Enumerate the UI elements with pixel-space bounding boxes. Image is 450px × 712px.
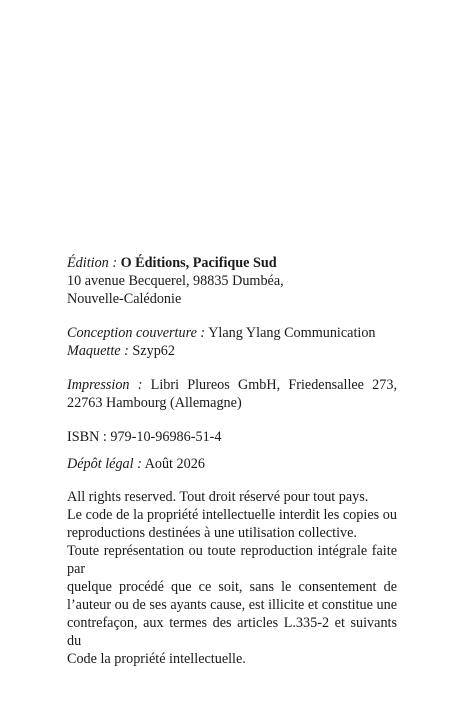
rights-line-1: All rights reserved. Tout droit réservé pour tout pays. bbox=[67, 489, 369, 505]
rights-line-8: Code la propriété intellectuelle. bbox=[67, 651, 246, 667]
rights-line-2: Le code de la propriété intellectuelle interdit les copies ou bbox=[67, 507, 397, 523]
address-line-2: Nouvelle-Calédonie bbox=[67, 291, 182, 307]
design-section bbox=[67, 324, 397, 360]
legal-deposit-value: Août 2026 bbox=[144, 456, 205, 472]
rights-line-3: reproductions destinées à une utilisation collective. bbox=[67, 525, 357, 541]
rights-line-7: contrefaçon, aux termes des articles L.335-2 et suivants du bbox=[67, 615, 397, 649]
legal-deposit-label: Dépôt légal : bbox=[67, 456, 142, 472]
printing-value: Libri Plureos GmbH, Friedensallee 273, bbox=[150, 377, 397, 393]
rights-section bbox=[67, 488, 397, 668]
address-line-1: 10 avenue Becquerel, 98835 Dumbéa, bbox=[67, 273, 284, 289]
isbn-section bbox=[67, 428, 397, 446]
publisher-name: O Éditions, Pacifique Sud bbox=[120, 255, 277, 271]
printing-line-1 bbox=[67, 376, 397, 394]
legal-deposit-section bbox=[67, 455, 397, 473]
isbn: ISBN : 979-10-96986-51-4 bbox=[67, 429, 222, 445]
cover-design-line bbox=[67, 324, 397, 342]
rights-line-4: Toute représentation ou toute reproduction intégrale faite par bbox=[67, 543, 397, 577]
cover-design-label: Conception couverture : bbox=[67, 325, 206, 341]
printing-line-2: 22763 Hambourg (Allemagne) bbox=[67, 395, 242, 411]
colophon bbox=[67, 254, 397, 668]
layout-value: Szyp62 bbox=[132, 343, 175, 359]
printing-section bbox=[67, 376, 397, 412]
printing-label: Impression : bbox=[67, 377, 143, 393]
edition-label: Édition : bbox=[67, 255, 118, 271]
legal-deposit-line bbox=[67, 455, 397, 473]
layout-line bbox=[67, 342, 397, 360]
layout-label: Maquette : bbox=[67, 343, 129, 359]
cover-design-value: Ylang Ylang Communication bbox=[208, 325, 376, 341]
edition-section bbox=[67, 254, 397, 308]
edition-line bbox=[67, 254, 397, 272]
rights-line-6: l’auteur ou de ses ayants cause, est illicite et constitue une bbox=[67, 597, 397, 613]
rights-line-5: quelque procédé que ce soit, sans le consentement de bbox=[67, 579, 397, 595]
